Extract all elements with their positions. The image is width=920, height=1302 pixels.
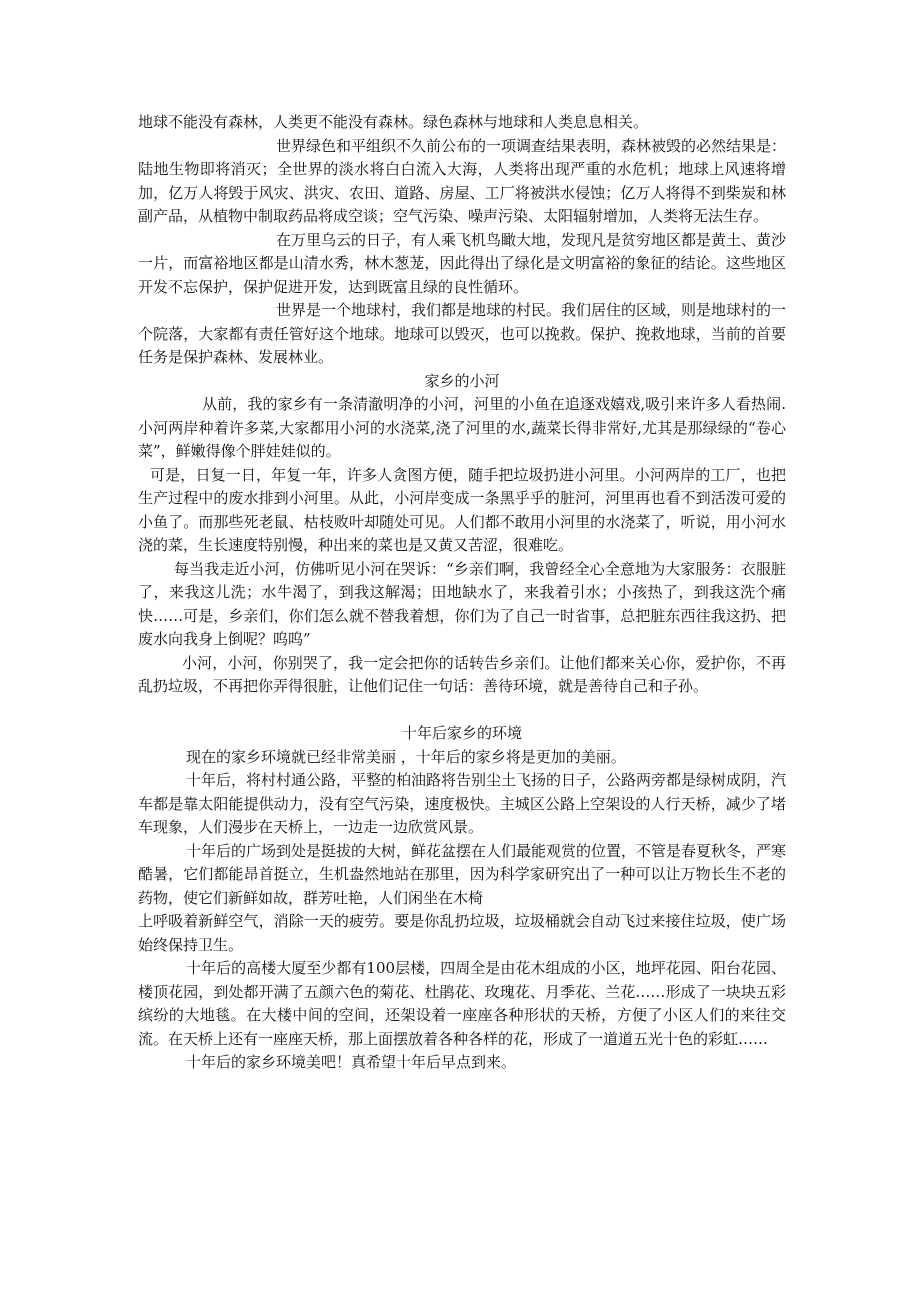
river-paragraph-3: 每当我走近小河，仿佛听见小河在哭诉：“乡亲们啊，我曾经全心全意地为大家服务：衣服脏了，来我这儿洗；水牛渴了，到我这解渴；田地缺水了，来我着引水；小孩热了，到我这洗个痛快……可是，乡亲们，你们怎么就不替我着想，你们为了自己一时省事，总把脏东西往我这扔、把废水向我身上倒呢？呜呜” — [138, 559, 786, 648]
future-paragraph-3a: 十年后的广场到处是挺拔的大树，鲜花盆摆在人们最能观赏的位置，不管是春夏秋冬，严寒酷暑，它们都能昂首挺立，生机盎然地站在那里，因为科学家研究出了一种可以让万物长生不老的药物，使它们新鲜如故，群芳吐艳，人们闲坐在木椅 — [138, 841, 787, 907]
forest-paragraph-2: 世界绿色和平组织不久前公布的一项调查结果表明，森林被毁的必然结果是：陆地生物即将消灭；全世界的淡水将白白流入大海，人类将出现严重的水危机；地球上风速将增加，亿万人将毁于风灾、洪灾、农田、道路、房屋、工厂将被洪水侵蚀；亿万人将得不到柴炭和林副产品，从植物中制取药品将成空谈；空气污染、噪声污染、太阳辐射增加，人类将无法生存。 — [138, 136, 787, 225]
section-gap — [138, 699, 786, 723]
river-paragraph-2: 可是，日复一日，年复一年，许多人贪图方便，随手把垃圾扔进小河里。小河两岸的工厂，也把生产过程中的废水排到小河里。从此，小河岸变成一条黑乎乎的脏河，河里再也看不到活泼可爱的小鱼了。而那些死老鼠、枯枝败叶却随处可见。人们都不敢用小河里的水浇菜了，听说，用小河水浇的菜，生长速度特别慢，种出来的菜也是又黄又苦涩，很难吃。 — [138, 465, 786, 554]
forest-paragraph-3: 在万里乌云的日子，有人乘飞机鸟瞰大地，发现凡是贫穷地区都是黄土、黄沙一片，而富裕地区都是山清水秀，林木葱茏，因此得出了绿化是文明富裕的象征的结论。这些地区开发不忘保护，保护促进开发，达到既富且绿的良性循环。 — [138, 230, 787, 296]
future-paragraph-2: 十年后，将村村通公路，平整的柏油路将告别尘土飞扬的日子，公路两旁都是绿树成阴，汽车都是靠太阳能提供动力，没有空气污染，速度极快。主城区公路上空架设的人行天桥，减少了堵车现象，人们漫步在天桥上，一边走一边欣赏风景。 — [138, 771, 787, 836]
future-paragraph-3b: 上呼吸着新鲜空气，消除一天的疲劳。要是你乱扔垃圾，垃圾桶就会自动飞过来接住垃圾，使广场始终保持卫生。 — [138, 912, 786, 954]
future-paragraph-5: 十年后的家乡环境美吧！真希望十年后早点到来。 — [186, 1053, 517, 1071]
document-page — [138, 111, 786, 1075]
forest-paragraph-4: 世界是一个地球村，我们都是地球的村民。我们居住的区域，则是地球村的一个院落，大家都有责任管好这个地球。地球可以毁灭，也可以挽救。保护、挽救地球，当前的首要任务是保护森林、发展林业。 — [138, 301, 787, 366]
future-paragraph-1: 现在的家乡环境就已经非常美丽 ，十年后的家乡将是更加的美丽。 — [186, 747, 626, 766]
future-paragraph-4: 十年后的高楼大厦至少都有100层楼，四周全是由花木组成的小区，地坪花园、阳台花园、楼顶花园，到处都开满了五颜六色的菊花、杜鹃花、玫瑰花、月季花、兰花……形成了一块块五彩缤纷的大地毯。在大楼中间的空间，还架设着一座座各种形状的天桥，方便了小区人们的来往交流。在天桥上还有一座座天桥，那上面摆放着各种各样的花，形成了一道道五光十色的彩虹…… — [138, 959, 786, 1048]
river-essay-title: 家乡的小河 — [424, 371, 500, 390]
forest-paragraph-1: 地球不能没有森林，人类更不能没有森林。绿色森林与地球和人类息息相关。 — [138, 113, 649, 131]
future-essay-title: 十年后家乡的环境 — [401, 724, 522, 742]
river-paragraph-1: 从前，我的家乡有一条清澈明净的小河，河里的小鱼在追逐戏嬉戏,吸引来许多人看热闹.小河两岸种着许多菜,大家都用小河的水浇菜,浇了河里的水,蔬菜长得非常好,尤其是那绿绿的“卷心菜”，鲜嫩得像个胖娃娃似的。 — [138, 395, 786, 460]
river-paragraph-4: 小河，小河，你别哭了，我一定会把你的话转告乡亲们。让他们都来关心你，爱护你，不再乱扔垃圾，不再把你弄得很脏，让他们记住一句话：善待环境，就是善待自己和子孙。 — [138, 653, 786, 695]
